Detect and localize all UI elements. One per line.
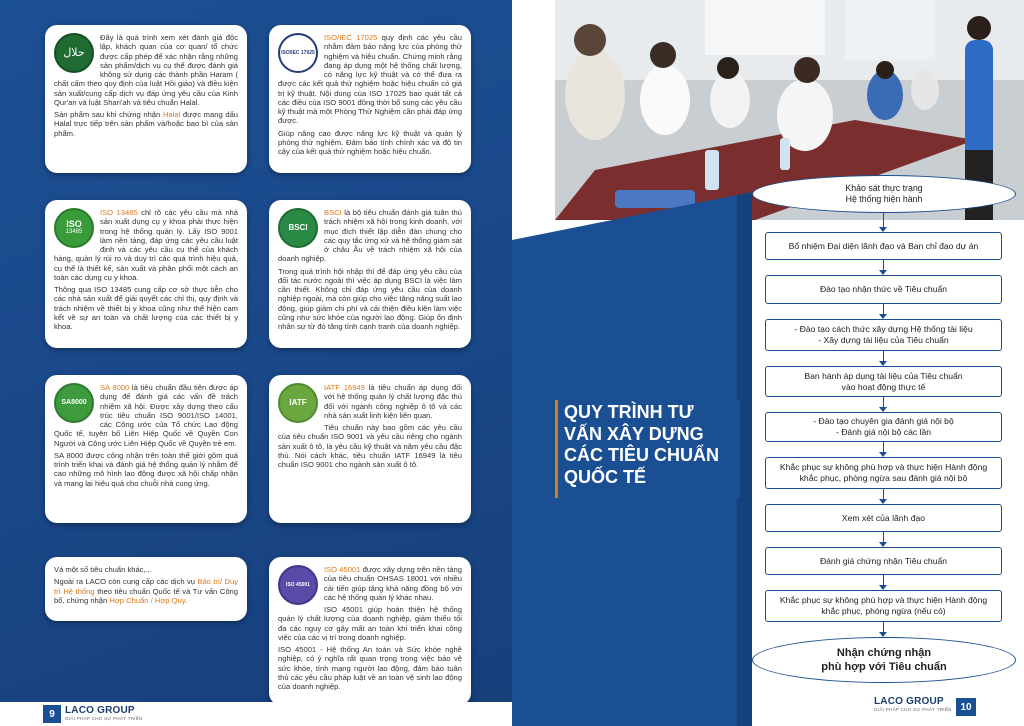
iatf-card: [269, 375, 471, 523]
iso13485-p1: ISO 13485 chỉ rõ các yêu cầu mà nhà sản xuất dụng cụ y khoa phải thực hiện trong hệ thống quản lý. Lấy ISO 9001 làm nền tảng, đáp ứng các yêu cầu luật định và các yêu cầu cụ thể của khách hàng, quản lý rủi ro và duy trì các quá trình hiệu quả, cụ thể là thiết kế, sản xuất và phân phối một cách an toàn các dụng cụ y khoa.: [54, 208, 238, 282]
iso13485-logo-icon: ISO 13485: [54, 208, 94, 248]
process-title-block: [555, 400, 740, 498]
other-services: Ngoài ra LACO còn cung cấp các dịch vụ Bảo trì/ Duy trì Hệ thống theo tiêu chuẩn Quốc tế và Tư vấn Công bố, chứng nhận Hợp Chuẩn / Hợp Quy.: [54, 577, 239, 605]
flow-end: Nhận chứng nhận phù hợp với Tiêu chuẩn: [752, 637, 1016, 683]
iso45001-p3: ISO 45001 - Hệ thống An toàn và Sức khỏe nghề nghiệp, có ý nghĩa rất quan trọng trong việc bảo vệ sức khỏe, tính mạng người lao động, đảm bảo tuân thủ các yêu cầu pháp luật về an toàn vệ sinh lao động của doanh nghiệp.: [278, 645, 462, 691]
iso45001-p2: ISO 45001 giúp hoàn thiện hệ thống quản lý chất lượng của doanh nghiệp, giảm thiểu tối đa các nguy cơ gây mất an toàn khi triển khai công việc của các vị trí trong doanh nghiệp.: [278, 605, 462, 642]
flow-step-2: Đào tạo nhận thức về Tiêu chuẩn: [765, 275, 1002, 304]
sa8000-p1: SA 8000 là tiêu chuẩn đầu tiên được áp dụng để đánh giá các vấn đề trách nhiệm xã hội. Được xây dựng theo cấu trúc tiêu chuẩn ISO 9001/ISO 14001, các Công ước của Tổ chức Lao động Quốc tế, tuyên bố Liên Hiệp Quốc về Quyền Con Người và Công ước Liên Hiệp Quốc về Quyền trẻ em.: [54, 383, 238, 448]
iso45001-logo-icon: ISO 45001: [278, 565, 318, 605]
halal-p1: Đây là quá trình xem xét đánh giá độc lập, khách quan của cơ quan/ tổ chức được cấp phép để xác nhận rằng những sản phẩm/dịch vụ cụ thể được đánh giá không sử dụng các thành phần Haram ( chất cấm theo quy định của luật Hồi giáo) và điều kiện sản xuất/cung cấp dịch vụ đáp ứng yêu cầu của Kinh Qur'an và luật Shari'ah và tiêu chuẩn Halal.: [54, 33, 238, 107]
page-number-right: 10: [956, 698, 976, 716]
sa8000-logo-icon: SA8000: [54, 383, 94, 423]
brand-left: LACO GROUP GIẢI PHÁP CHO SỰ PHÁT TRIỂN: [65, 705, 143, 721]
iatf-logo-icon: IATF: [278, 383, 318, 423]
sa8000-card: [45, 375, 247, 523]
iso13485-card: [45, 200, 247, 348]
iso17025-card: [269, 25, 471, 173]
iso45001-p1: ISO 45001 được xây dựng trên nền tảng của tiêu chuẩn OHSAS 18001 với nhiều cải tiến giúp tăng khả năng đồng bộ với các hệ thống quản lý khác nhau.: [324, 565, 462, 602]
halal-p2: Sản phẩm sau khi chứng nhận Halal được mang dấu Halal trực tiếp trên sản phẩm và/hoặc bao bì của sản phẩm.: [54, 110, 239, 138]
bsci-logo-icon: BSCI: [278, 208, 318, 248]
flow-step-3: - Đào tạo cách thức xây dựng Hệ thống tài liệu - Xây dựng tài liệu của Tiêu chuẩn: [765, 319, 1002, 351]
bsci-card: [269, 200, 471, 348]
page-number-left: 9: [43, 705, 61, 723]
other-intro: Và một số tiêu chuẩn khác,...: [54, 565, 152, 574]
flow-step-6: Khắc phục sự không phù hợp và thực hiện Hành động khắc phục, phòng ngừa sau đánh giá nội bộ: [765, 457, 1002, 489]
flow-start: Khảo sát thực trạng Hệ thống hiện hành: [752, 175, 1016, 213]
brand-right: LACO GROUP GIẢI PHÁP CHO SỰ PHÁT TRIỂN: [874, 696, 952, 712]
flow-step-7: Xem xét của lãnh đạo: [765, 504, 1002, 532]
halal-card: [45, 25, 247, 173]
iatf-p2: Tiêu chuẩn này bao gồm các yêu cầu của tiêu chuẩn ISO 9001 và yêu cầu riêng cho ngành sản xuất ô tô, là yêu cầu kỹ thuật và năm yêu cầu đặc thù. Nói cách khác, tiêu chuẩn IATF 16949 là tiêu chuẩn ISO 9001 cho ngành sản xuất ô tô.: [278, 423, 462, 469]
iso17025-p2: Giúp nâng cao được năng lực kỹ thuật và quản lý phòng thử nghiệm. Đảm bảo tính chính xác và độ tin cậy của kết quả thử nghiệm hoặc hiệu chuẩn.: [278, 128, 462, 156]
right-footer: [762, 696, 1024, 720]
iso17025-logo-icon: ISO/IEC 17025: [278, 33, 318, 73]
iso17025-p1: ISO/IEC 17025 quy định các yêu cầu nhằm đảm bảo năng lực của phòng thử nghiệm và hiệu chuẩn. Chứng minh rằng đang áp dụng một hệ thống chất lượng, có năng lực kỹ thuật và có thể đưa ra được các kết quả thử nghiệm hoặc hiệu chuẩn có giá trị kỹ thuật. Nội dung của ISO 17025 bao quát tất cả các điều của ISO 9001 đồng thời bổ sung các yêu cầu kỹ thuật mà một Phòng Thử Nghiệm cần phải đáp ứng được.: [278, 33, 462, 126]
halal-logo-icon: حلال: [54, 33, 94, 73]
flow-step-5: - Đào tạo chuyên gia đánh giá nội bộ - Đánh giá nội bộ các lần: [765, 412, 1002, 442]
left-footer: [0, 702, 512, 726]
flow-step-4: Ban hành áp dụng tài liệu của Tiêu chuẩn vào hoạt động thực tế: [765, 366, 1002, 397]
process-title: QUY TRÌNH TƯ VẤN XÂY DỰNG CÁC TIÊU CHUẨN QUỐC TẾ: [564, 402, 719, 487]
blue-band: [512, 0, 752, 726]
bsci-p2: Trong quá trình hội nhập thì để đáp ứng yêu cầu của đối tác nước ngoài thì việc áp dụng BSCI là việc làm cần thiết. Không chỉ đáp ứng yêu cầu của doanh nghiệp ngoài, mà còn giúp cho việc tăng năng suất lao động, giúp giảm chi phí và cải thiện điều kiện làm việc cũng như sức khỏe của người lao động. Giúp ổn định nhân sự từ đó tăng tính cạnh tranh của doanh nghiệp.: [278, 266, 462, 331]
iso45001-card: [269, 557, 471, 705]
flow-step-9: Khắc phục sự không phù hợp và thực hiện Hành động khắc phục, phòng ngừa (nếu có): [765, 590, 1002, 622]
flow-step-1: Bổ nhiệm Đại diện lãnh đạo và Ban chỉ đạo dự án: [765, 232, 1002, 260]
flow-step-8: Đánh giá chứng nhận Tiêu chuẩn: [765, 547, 1002, 575]
sa8000-p2: SA 8000 được công nhận trên toàn thế giới gồm quá trình triển khai và đánh giá hệ thống quản lý nhằm để cao những mô hình lao động được xã hội chấp nhận và mang lại hiệu quả cho chuỗi nhà cung ứng.: [54, 450, 238, 488]
bsci-p1: BSCI là bộ tiêu chuẩn đánh giá tuân thủ trách nhiệm xã hội trong kinh doanh, với mục đích thiết lập diễn đàn chung cho các quy tắc ứng xử và hệ thống giám sát ở châu Âu về trách nhiệm xã hội của doanh nghiệp.: [278, 208, 462, 264]
other-standards-card: [45, 557, 247, 621]
iatf-p1: IATF 16949 là tiêu chuẩn áp dụng đối với hệ thống quản lý chất lượng đặc thù đối với ngành công nghiệp ô tô và các nhà sản xuất linh kiện liên quan.: [324, 383, 462, 420]
iso13485-p2: Thông qua ISO 13485 cung cấp cơ sở thực tiễn cho các nhà sản xuất để giải quyết các chỉ thị, quy định và trách nhiệm về thiết bị y khoa cũng như thể hiện cam kết về sự an toàn và chất lượng của các thiết bị y khoa.: [54, 285, 238, 331]
title-accent-bar: [555, 400, 558, 498]
